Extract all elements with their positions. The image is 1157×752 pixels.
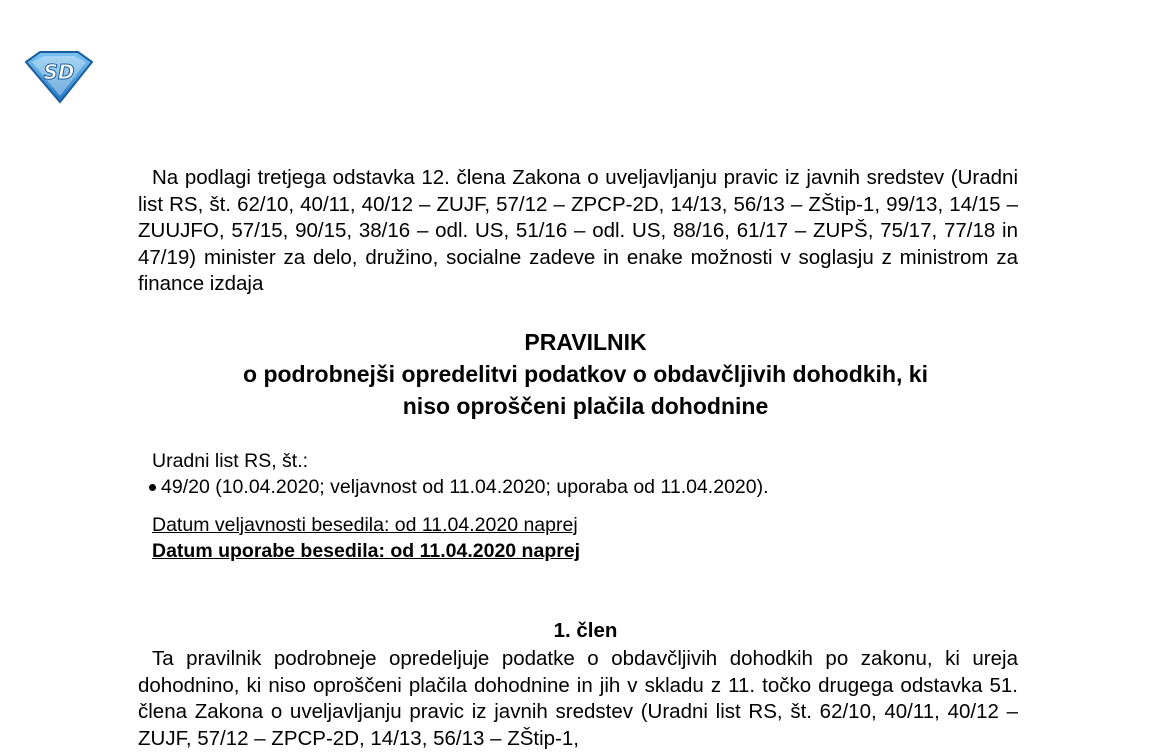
title-line-1: PRAVILNIK: [524, 329, 647, 355]
bullet-icon: [149, 484, 156, 491]
validity-block: [152, 512, 580, 564]
document-title: [138, 326, 1033, 422]
gazette-label: Uradni list RS, št.:: [152, 450, 309, 472]
sd-shield-logo: [20, 48, 96, 104]
gazette-item-text: 49/20 (10.04.2020; veljavnost od 11.04.2020; uporaba od 11.04.2020).: [161, 476, 769, 498]
logo-text: SD: [43, 60, 75, 84]
intro-text: Na podlagi tretjega odstavka 12. člena Zakona o uveljavljanju pravic iz javnih sredstev (Uradni list RS, št. 62/10, 40/11, 40/12 – ZUJF, 57/12 – ZPCP-2D, 14/13, 56/13 – ZŠtip-1, 99/13, 14/15 – ZUUJFO, 57/15, 90/15, 38/16 – odl. US, 51/16 – odl. US, 88/16, 61/17 – ZUPŠ, 75/17, 77/18 in 47/19) minister za delo, družino, socialne zadeve in enake možnosti v soglasju z ministrom za finance izdaja: [138, 166, 1018, 295]
intro-paragraph: [138, 165, 1018, 298]
validity-date: Datum veljavnosti besedila: od 11.04.2020 naprej: [152, 514, 578, 536]
article-1-paragraph: [138, 646, 1018, 752]
application-date: Datum uporabe besedila: od 11.04.2020 naprej: [152, 540, 581, 562]
title-line-3: niso oproščeni plačila dohodnine: [402, 393, 769, 419]
article-1-heading: 1. člen: [553, 619, 618, 642]
title-line-2: o podrobnejši opredelitvi podatkov o obdavčljivih dohodkih, ki: [243, 361, 928, 387]
article-1-text: Ta pravilnik podrobneje opredeljuje podatke o obdavčljivih dohodkih po zakonu, ki ureja dohodnino, ki niso oproščeni plačila dohodnine in jih v skladu z 11. točko drugega odstavka 51. člena Zakona o uveljavljanju pravic iz javnih sredstev (Uradni list RS, št. 62/10, 40/11, 40/12 – ZUJF, 57/12 – ZPCP-2D, 14/13, 56/13 – ZŠtip-1,: [138, 647, 1018, 750]
gazette-references: [152, 448, 769, 500]
logo-icon: [20, 48, 96, 104]
gazette-item: [149, 474, 769, 500]
